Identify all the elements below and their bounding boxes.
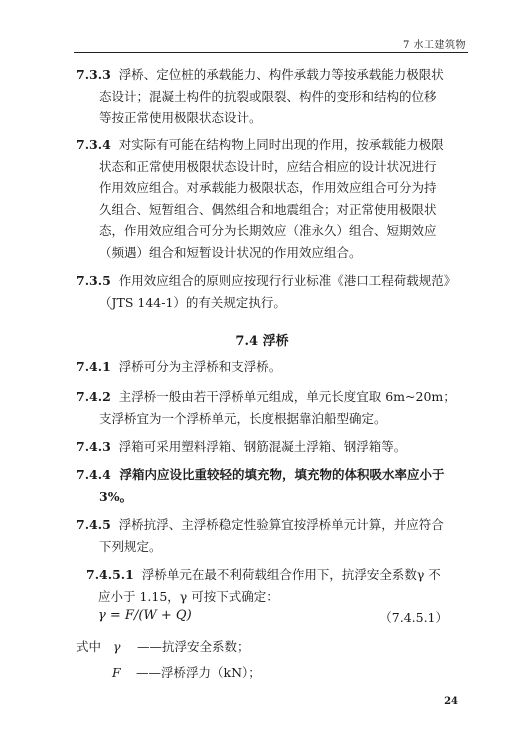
clause-7-3-4 xyxy=(76,134,466,263)
clause-number: 7.3.4 xyxy=(76,137,111,152)
clause-text: 浮桥可分为主浮桥和支浮桥。 xyxy=(118,359,282,374)
clause-text: 浮桥抗浮、主浮桥稳定性验算宜按浮桥单元计算，并应符合 xyxy=(118,517,444,532)
clause-7-3-5 xyxy=(76,270,466,313)
clause-text: 状态和正常使用极限状态设计时，应结合相应的设计状况进行 xyxy=(99,158,437,174)
clause-text: （频遇）组合和短暂设计状况的作用效应组合。 xyxy=(99,244,362,260)
clause-text: 浮箱可采用塑料浮箱、钢筋混凝土浮箱、钢浮箱等。 xyxy=(118,439,407,454)
variable-row xyxy=(76,637,249,655)
formula: γ = F/(W + Q) xyxy=(98,608,192,623)
clause-7-3-3 xyxy=(76,64,466,129)
clause-text: 支浮桥宜为一个浮桥单元，长度根据靠泊船型确定。 xyxy=(99,410,387,426)
clause-text: 作用效应组合的原则应按现行行业标准《港口工程荷载规范》 xyxy=(118,273,457,288)
clause-number: 7.4.3 xyxy=(76,439,111,454)
clause-number: 7.4.4 xyxy=(76,467,111,482)
chapter-title: 7 水工建筑物 xyxy=(402,40,466,51)
variable-description: ——浮桥浮力（kN）； xyxy=(136,665,261,680)
clause-number: 7.4.2 xyxy=(76,389,111,404)
clause-text: 作用效应组合。对承载能力极限状态，作用效应组合可分为持 xyxy=(99,180,437,195)
clause-text: 浮桥单元在最不利荷载组合作用下，抗浮安全系数γ 不 xyxy=(141,567,441,582)
clause-text: 态，作用效应组合可分为长期效应（准永久）组合、短期效应 xyxy=(99,223,437,238)
clause-text: 等按正常使用极限状态设计。 xyxy=(99,110,262,125)
clause-text: 主浮桥一般由若干浮桥单元组成，单元长度宜取 6m~20m； xyxy=(118,389,456,404)
clause-text: 对实际有可能在结构物上同时出现的作用，按承载能力极限 xyxy=(118,137,444,152)
header-rule xyxy=(74,52,468,53)
clause-number: 7.3.3 xyxy=(76,67,111,82)
clause-number: 7.4.1 xyxy=(76,359,111,374)
clause-number: 7.4.5 xyxy=(76,517,111,532)
section-title: 7.4 浮桥 xyxy=(235,334,289,349)
clause-number: 7.3.5 xyxy=(76,273,111,288)
page-number: 24 xyxy=(444,696,458,707)
variable-row xyxy=(112,663,261,681)
clause-text: 浮箱内应设比重较轻的填充物，填充物的体积吸水率应小于 xyxy=(119,467,445,482)
clause-7-4-4 xyxy=(76,464,466,507)
clause-text: 久组合、短暂组合、偶然组合和地震组合；对正常使用极限状 xyxy=(99,201,437,217)
clause-text: 3%。 xyxy=(99,488,133,504)
variable-symbol: F xyxy=(112,665,121,680)
clause-text: 下列规定。 xyxy=(99,538,162,554)
clause-7-4-3 xyxy=(76,436,466,458)
variable-symbol: γ xyxy=(112,639,121,654)
where-label: 式中 xyxy=(76,639,102,654)
clause-number: 7.4.5.1 xyxy=(86,567,134,582)
clause-text: 应小于 1.15，γ 可按下式确定： xyxy=(98,588,279,604)
clause-7-4-5 xyxy=(76,514,466,557)
clause-7-4-5-1 xyxy=(86,564,466,607)
variable-description: ——抗浮安全系数； xyxy=(136,639,250,654)
formula-number: （7.4.5.1） xyxy=(379,610,448,625)
clause-7-4-2 xyxy=(76,386,466,429)
clause-7-4-1 xyxy=(76,356,466,378)
clause-text: 态设计；混凝土构件的抗裂或限裂、构件的变形和结构的位移 xyxy=(99,88,437,104)
clause-text: 浮桥、定位桩的承载能力、构件承载力等按承载能力极限状 xyxy=(118,67,444,82)
clause-text: （JTS 144-1）的有关规定执行。 xyxy=(99,294,286,310)
